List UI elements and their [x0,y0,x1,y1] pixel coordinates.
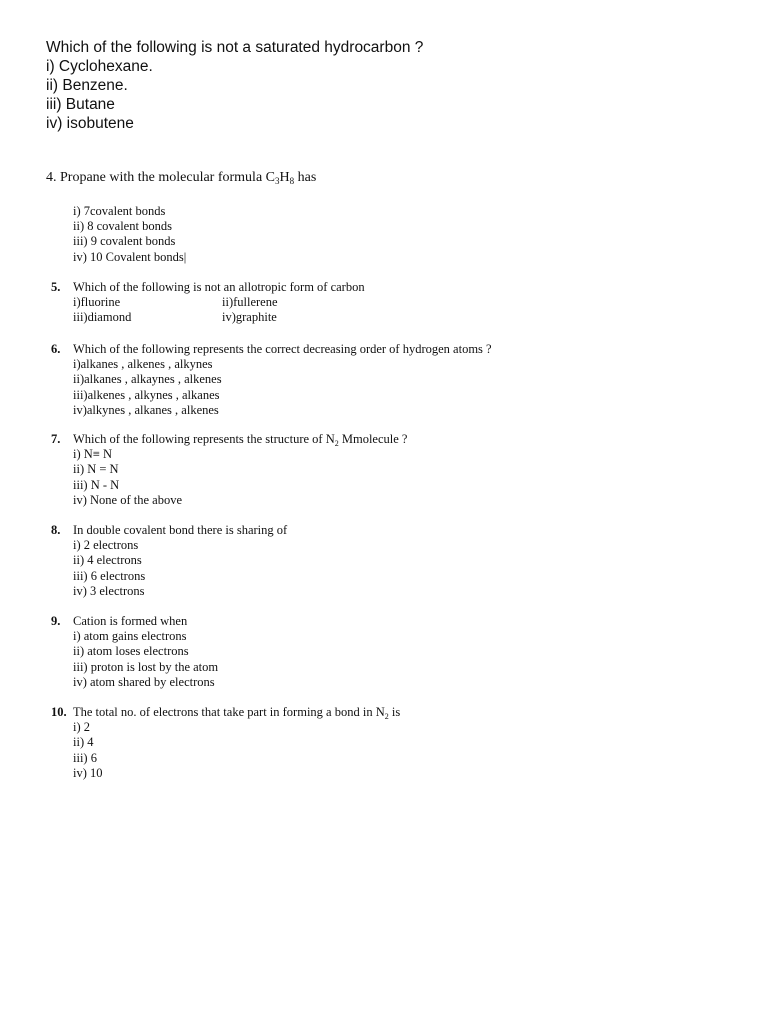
option-4: iv) isobutene [46,115,134,132]
option-1: i) N≡ N [73,447,112,462]
question-4-suffix: has [294,170,317,185]
option-4: iv) atom shared by electrons [73,674,215,689]
question-4-h: H [279,170,290,185]
question-text-post: is [388,705,401,719]
option-4: iv)alkynes , alkanes , alkenes [73,402,219,417]
option-1: i)fluorine [73,295,121,310]
question-text-pre: The total no. of electrons that take part in forming a bond in N [73,705,385,719]
subscript-3: 3 [275,176,280,186]
question-4-prefix: 4. Propane with the molecular formula C [46,170,275,185]
option-3: iii)alkenes , alkynes , alkanes [73,387,220,402]
option-4: iv) 3 electrons [73,583,145,598]
question-text-pre: Which of the following represents the structure of N [73,432,335,446]
question-4-options [73,204,186,265]
option-1: i) 7covalent bonds [73,204,166,218]
question-6 [51,342,492,418]
option-3: iii) proton is lost by the atom [73,659,219,674]
question-7 [51,432,407,508]
option-3: iii) Butane [46,96,115,113]
question-number: 7. [51,432,61,446]
question-5 [51,280,365,326]
option-4: iv) 10 Covalent bonds| [73,249,187,264]
option-2: ii) atom loses electrons [73,644,189,659]
question-text: Which of the following represents the correct decreasing order of hydrogen atoms ? [73,342,492,356]
option-3: iii) N - N [73,477,120,492]
option-3: iii)diamond [73,310,132,325]
question-9 [51,614,218,690]
option-1: i) 2 electrons [73,538,139,553]
option-2: ii) N = N [73,462,119,477]
question-number: 8. [51,523,61,537]
subscript-2: 2 [384,712,389,721]
question-saturated-hydrocarbon [46,38,423,133]
option-3: iii) 6 electrons [73,568,146,583]
question-number: 5. [51,280,61,294]
option-2: ii) 4 electrons [73,553,142,568]
subscript-8: 8 [289,176,295,186]
option-2: ii)alkanes , alkaynes , alkenes [73,372,222,387]
question-text-post: Mmolecule ? [338,432,408,446]
question-4-text [46,169,316,187]
question-number: 10. [51,705,67,719]
question-text: Cation is formed when [73,614,188,628]
question-text: Which of the following is not a saturated hydrocarbon ? [46,39,424,56]
subscript-2: 2 [334,439,339,448]
option-2: ii)fullerene [222,295,278,310]
question-10 [51,705,400,781]
option-2: ii) 4 [73,735,94,750]
option-2: ii) 8 covalent bonds [73,219,172,234]
question-number: 6. [51,342,61,356]
option-2: ii) Benzene. [46,77,128,94]
option-3: iii) 9 covalent bonds [73,234,176,249]
option-1: i) 2 [73,720,91,735]
option-4: iv) None of the above [73,492,182,507]
option-1: i) atom gains electrons [73,629,187,644]
option-4: iv)graphite [222,310,277,325]
option-1: i) Cyclohexane. [46,58,153,75]
option-3: iii) 6 [73,750,97,765]
question-number: 9. [51,614,61,628]
option-4: iv) 10 [73,765,103,780]
question-8 [51,523,287,599]
option-1: i)alkanes , alkenes , alkynes [73,357,213,372]
question-text: Which of the following is not an allotropic form of carbon [73,280,365,294]
question-text: In double covalent bond there is sharing of [73,523,288,537]
